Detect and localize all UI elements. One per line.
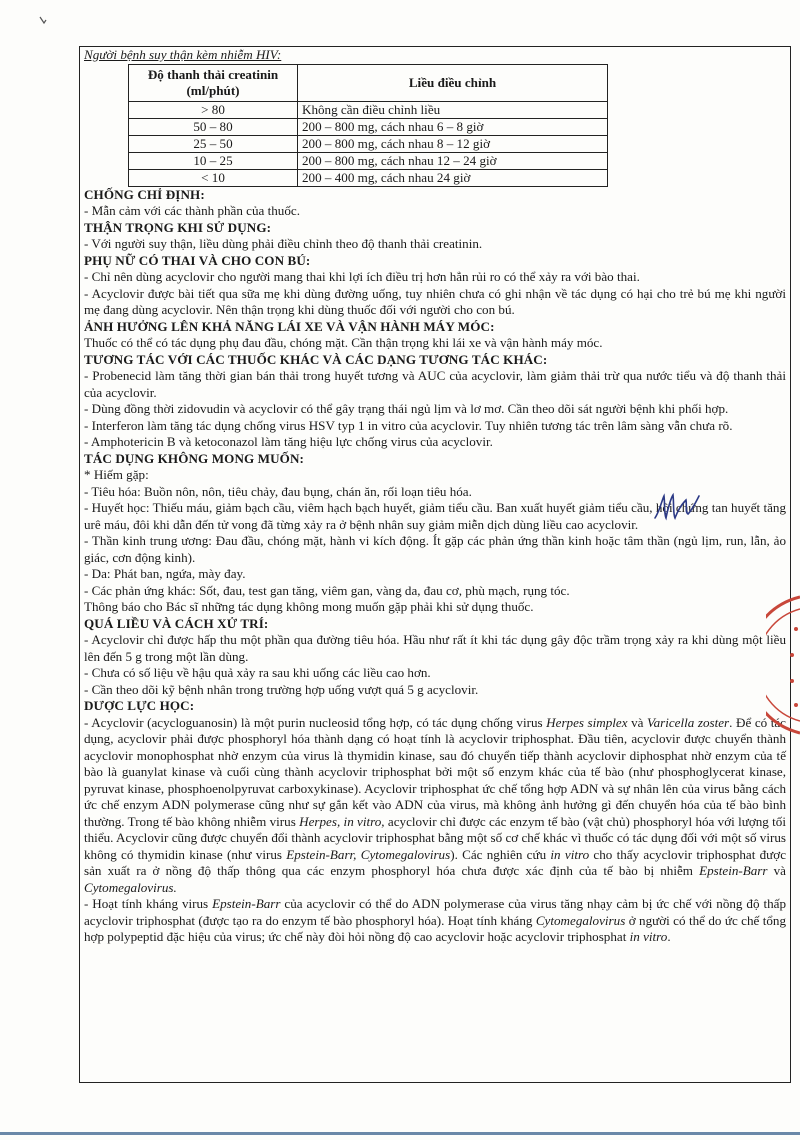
table-cell: 200 – 800 mg, cách nhau 8 – 12 giờ xyxy=(298,135,608,152)
paragraph: - Acyclovir chỉ được hấp thu một phần qua đường tiêu hóa. Hầu như rất ít khi tác dụng gây độc trầm trọng xảy ra khi dùng một liều lên đến 5 g trong một lần dùng. xyxy=(84,632,786,664)
signature-icon xyxy=(652,490,702,524)
table-cell: < 10 xyxy=(129,169,298,186)
table-cell: 200 – 800 mg, cách nhau 12 – 24 giờ xyxy=(298,152,608,169)
table-row xyxy=(129,135,608,152)
scan-edge-line xyxy=(0,1132,800,1135)
paragraph: Thuốc có thể có tác dụng phụ đau đầu, chóng mặt. Cần thận trọng khi lái xe và vận hành máy móc. xyxy=(84,335,603,350)
paragraph: - Huyết học: Thiếu máu, giảm bạch cầu, viêm hạch bạch huyết, giảm tiểu cầu. Ban xuất huyết giảm tiểu cầu, hội chứng tan huyết tăng urê máu, đôi khi dẫn đến tử vong đã từng xảy ra ở bệnh nhân suy giảm miễn dịch dùng liều cao acyclovir. xyxy=(84,500,786,532)
heading-driving: ẢNH HƯỞNG LÊN KHẢ NĂNG LÁI XE VÀ VẬN HÀNH MÁY MÓC: xyxy=(84,318,495,334)
paragraph: * Hiếm gặp: xyxy=(84,467,149,482)
heading-precautions: THẬN TRỌNG KHI SỬ DỤNG: xyxy=(84,219,272,235)
heading-pregnancy: PHỤ NỮ CÓ THAI VÀ CHO CON BÚ: xyxy=(84,252,311,268)
table-header-clearance: Độ thanh thải creatinin (ml/phút) xyxy=(129,64,298,101)
dose-adjustment-table xyxy=(128,64,608,187)
stamp-icon xyxy=(766,595,800,735)
paragraph: - Dùng đồng thời zidovudin và acyclovir có thể gây trạng thái ngủ lịm và lơ mơ. Cần theo dõi sát người bệnh khi phối hợp. xyxy=(84,401,729,416)
table-cell: 200 – 800 mg, cách nhau 6 – 8 giờ xyxy=(298,118,608,135)
intro-line: Người bệnh suy thận kèm nhiễm HIV: xyxy=(84,47,282,62)
table-cell: > 80 xyxy=(129,101,298,118)
paragraph: - Amphotericin B và ketoconazol làm tăng hiệu lực chống virus của acyclovir. xyxy=(84,434,493,449)
table-cell: 10 – 25 xyxy=(129,152,298,169)
heading-interactions: TƯƠNG TÁC VỚI CÁC THUỐC KHÁC VÀ CÁC DẠNG TƯƠNG TÁC KHÁC: xyxy=(84,351,548,367)
paragraph: - Tiêu hóa: Buồn nôn, nôn, tiêu chảy, đau bụng, chán ăn, rối loạn tiêu hóa. xyxy=(84,483,472,499)
table-cell: Không cần điều chỉnh liều xyxy=(298,101,608,118)
paragraph: - Với người suy thận, liều dùng phải điều chỉnh theo độ thanh thải creatinin. xyxy=(84,236,483,251)
table-row xyxy=(129,118,608,135)
heading-overdose: QUÁ LIỀU VÀ CÁCH XỬ TRÍ: xyxy=(84,615,269,631)
heading-adverse-effects: TÁC DỤNG KHÔNG MONG MUỐN: xyxy=(84,450,304,466)
paragraph: - Mẫn cảm với các thành phần của thuốc. xyxy=(84,203,300,218)
paragraph: - Chỉ nên dùng acyclovir cho người mang thai khi lợi ích điều trị hơn hẳn rủi ro có thể xảy ra với bào thai. xyxy=(84,269,640,284)
paragraph: - Cần theo dõi kỹ bệnh nhân trong trường hợp uống vượt quá 5 g acyclovir. xyxy=(84,681,479,697)
table-row xyxy=(129,152,608,169)
paragraph: - Chưa có số liệu về hậu quả xảy ra sau khi uống các liều cao hơn. xyxy=(84,665,431,680)
paragraph: - Acyclovir được bài tiết qua sữa mẹ khi dùng đường uống, tuy nhiên chưa có ghi nhận về tác dụng có hại cho trẻ bú mẹ khi người mẹ đang dùng acyclovir. Nên thận trọng khi dùng thuốc đối với người cho con bú. xyxy=(84,285,786,317)
paragraph: Thông báo cho Bác sĩ những tác dụng không mong muốn gặp phải khi sử dụng thuốc. xyxy=(84,599,534,614)
table-cell: 200 – 400 mg, cách nhau 24 giờ xyxy=(298,169,608,186)
scan-mark-icon xyxy=(38,15,48,25)
heading-pharmacodynamics: DƯỢC LỰC HỌC: xyxy=(84,698,195,713)
table-header-dose: Liều điều chỉnh xyxy=(298,64,608,101)
paragraph: - Probenecid làm tăng thời gian bán thải trong huyết tương và AUC của acyclovir, làm giảm thải trừ qua nước tiểu và độ thanh thải của acyclovir. xyxy=(84,368,786,400)
paragraph: - Hoạt tính kháng virus Epstein-Barr của acyclovir có thể do ADN polymerase của virus tăng nhạy cảm bị ức chế với nồng độ thấp acyclovir triphosphat (được tạo ra do enzym tế bào phosphoryl hóa). Hoạt tính kháng Cytomegalovirus ở người có thể do ức chế tổng hợp polypeptid đặc hiệu của virus; ức chế này đòi hỏi nồng độ cao acyclovir hoặc acyclovir triphosphat in vitro. xyxy=(84,896,787,944)
table-cell: 50 – 80 xyxy=(129,118,298,135)
paragraph: - Acyclovir (acycloguanosin) là một purin nucleosid tổng hợp, có tác dụng chống virus Herpes simplex và Varicella zoster. Để có tác dụng, acyclovir phải được phosphoryl hóa thành dạng có hoạt tính là acyclovir triphosphat. Đầu tiên, acyclovir được chuyển thành acyclovir monophosphat nhờ enzym của virus là thymidin kinase, sau đó chuyển tiếp thành acyclovir diphosphat nhờ enzym của tế bào là guanylat kinase và cuối cùng thành acyclovir triphosphat bởi một số enzym khác của tế bào (như phosphoglycerat kinase, pyruvat kinase, phosphoenolpyruvat carboxykinase). Acyclovir triphosphat ức chế tổng hợp ADN và sự nhân lên của virus bằng cách ức chế enzym ADN polymerase cũng như sự gắn kết vào ADN của virus, mà không ảnh hưởng gì đến chuyển hóa của tế bào bình thường. Trong tế bào không nhiễm virus Herpes, in vitro, acyclovir chỉ được các enzym tế bào (vật chủ) phosphoryl hóa với lượng tối thiểu. Acyclovir cũng được chuyển đổi thành acyclovir triphosphat bằng một số cơ chế khác vì thuốc có tác dụng đối với một số virus không có thymidin kinase (như virus Epstein-Barr, Cytomegalovirus). Các nghiên cứu in vitro cho thấy acyclovir triphosphat được sản xuất ra ở nồng độ thấp thông qua các enzym phosphoryl hóa chưa được xác định của tế bào bị nhiễm Epstein-Barr và Cytomegalovirus. xyxy=(84,714,786,895)
paragraph: - Thần kinh trung ương: Đau đầu, chóng mặt, hành vi kích động. Ít gặp các phản ứng thần kinh hoặc tâm thần (ngủ lịm, run, lẫn, ảo giác, cơn động kinh). xyxy=(84,533,786,565)
heading-contraindications: CHỐNG CHỈ ĐỊNH: xyxy=(84,186,205,202)
paragraph: - Các phản ứng khác: Sốt, đau, test gan tăng, viêm gan, vàng da, đau cơ, phù mạch, rụng tóc. xyxy=(84,582,570,598)
paragraph: - Interferon làm tăng tác dụng chống virus HSV typ 1 in vitro của acyclovir. Tuy nhiên tương tác trên lâm sàng vẫn chưa rõ. xyxy=(84,417,733,433)
table-cell: 25 – 50 xyxy=(129,135,298,152)
table-row xyxy=(129,101,608,118)
table-row xyxy=(129,169,608,186)
paragraph: - Da: Phát ban, ngứa, mày đay. xyxy=(84,566,246,581)
